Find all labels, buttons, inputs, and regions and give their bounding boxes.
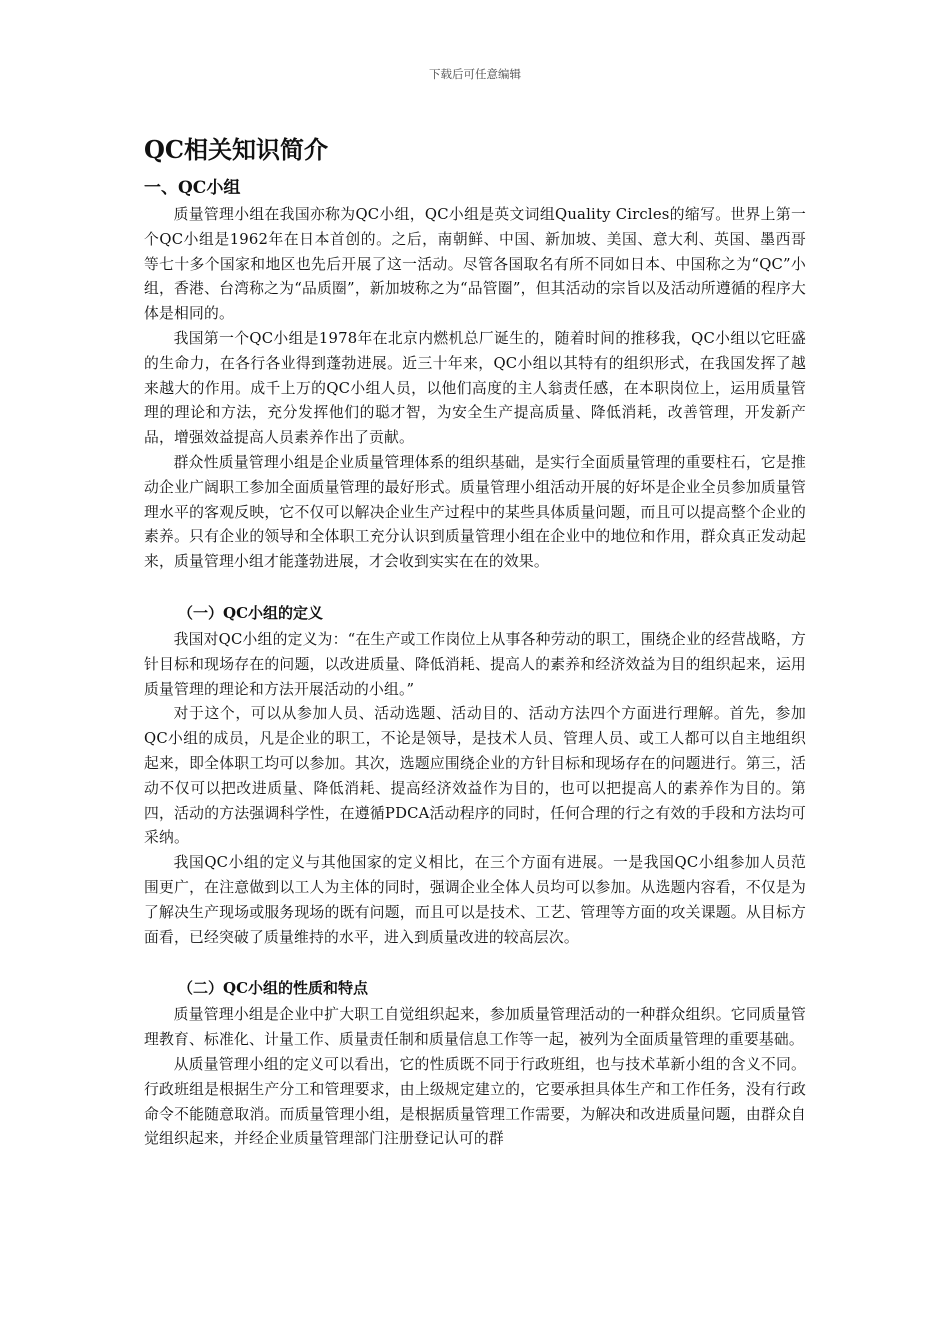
paragraph: 我国QC小组的定义与其他国家的定义相比，在三个方面有进展。一是我国QC小组参加人员范围更广，在注意做到以工人为主体的同时，强调企业全体人员均可以参加。从选题内容看，不仅是为了解决生产现场或服务现场的既有问题，而且可以是技术、工艺、管理等方面的攻关课题。从目标方面看，已经突破了质量维持的水平，进入到质量改进的较高层次。 [144, 854, 806, 946]
page-header-note: 下载后可任意编辑 [429, 67, 521, 81]
document-title: QC相关知识简介 [144, 135, 329, 164]
subsection-heading-definition: （一）QC小组的定义 [178, 603, 324, 622]
paragraph: 质量管理小组在我国亦称为QC小组，QC小组是英文词组Quality Circles的缩写。世界上第一个QC小组是1962年在日本首创的。之后，南朝鲜、中国、新加坡、美国、意大利、英国、墨西哥等七十多个国家和地区也先后开展了这一活动。尽管各国取名有所不同如日本、中国称之为“QC”小组，香港、台湾称之为“品质圈”，新加坡称之为“品管圈”，但其活动的宗旨以及活动所遵循的程序大体是相同的。 [144, 206, 806, 323]
paragraph: 从质量管理小组的定义可以看出，它的性质既不同于行政班组，也与技术革新小组的含义不同。行政班组是根据生产分工和管理要求，由上级规定建立的，它要承担具体生产和工作任务，没有行政命令不能随意取消。而质量管理小组，是根据质量管理工作需要，为解决和改进质量问题，由群众自觉组织起来，并经企业质量管理部门注册登记认可的群 [144, 1055, 806, 1148]
section-heading-qc-group: 一、QC小组 [144, 178, 241, 198]
document-body [144, 134, 806, 1152]
paragraph: 质量管理小组是企业中扩大职工自觉组织起来，参加质量管理活动的一种群众组织。它同质量管理教育、标准化、计量工作、质量责任制和质量信息工作等一起，被列为全面质量管理的重要基础。 [144, 1006, 806, 1049]
subsection-heading-nature: （二）QC小组的性质和特点 [178, 979, 369, 998]
paragraph: 对于这个，可以从参加人员、活动选题、活动目的、活动方法四个方面进行理解。首先，参加QC小组的成员，凡是企业的职工，不论是领导，是技术人员、管理人员、或工人都可以自主地组织起来，即全体职工均可以参加。其次，选题应围绕企业的方针目标和现场存在的问题进行。第三，活动不仅可以把改进质量、降低消耗、提高经济效益作为目的，也可以把提高人的素养作为目的。第四，活动的方法强调科学性，在遵循PDCA活动程序的同时，任何合理的行之有效的手段和方法均可采纳。 [144, 705, 806, 847]
paragraph: 我国第一个QC小组是1978年在北京内燃机总厂诞生的，随着时间的推移我，QC小组以它旺盛的生命力，在各行各业得到蓬勃进展。近三十年来，QC小组以其特有的组织形式，在我国发挥了越来越大的作用。成千上万的QC小组人员，以他们高度的主人翁责任感，在本职岗位上，运用质量管理的理论和方法，充分发挥他们的聪才智，为安全生产提高质量、降低消耗，改善管理，开发新产品，增强效益提高人员素养作出了贡献。 [144, 329, 806, 447]
paragraph: 我国对QC小组的定义为：“在生产或工作岗位上从事各种劳动的职工，围绕企业的经营战略，方针目标和现场存在的问题，以改进质量、降低消耗、提高人的素养和经济效益为目的组织起来，运用质量管理的理论和方法开展活动的小组。” [144, 630, 806, 698]
paragraph: 群众性质量管理小组是企业质量管理体系的组织基础，是实行全面质量管理的重要柱石，它是推动企业广阔职工参加全面质量管理的最好形式。质量管理小组活动开展的好坏是企业全员参加质量管理水平的客观反映，它不仅可以解决企业生产过程中的某些具体质量问题，而且可以提高整个企业的素养。只有企业的领导和全体职工充分认识到质量管理小组在企业中的地位和作用，群众真正发动起来，质量管理小组才能蓬勃进展，才会收到实实在在的效果。 [144, 453, 806, 571]
